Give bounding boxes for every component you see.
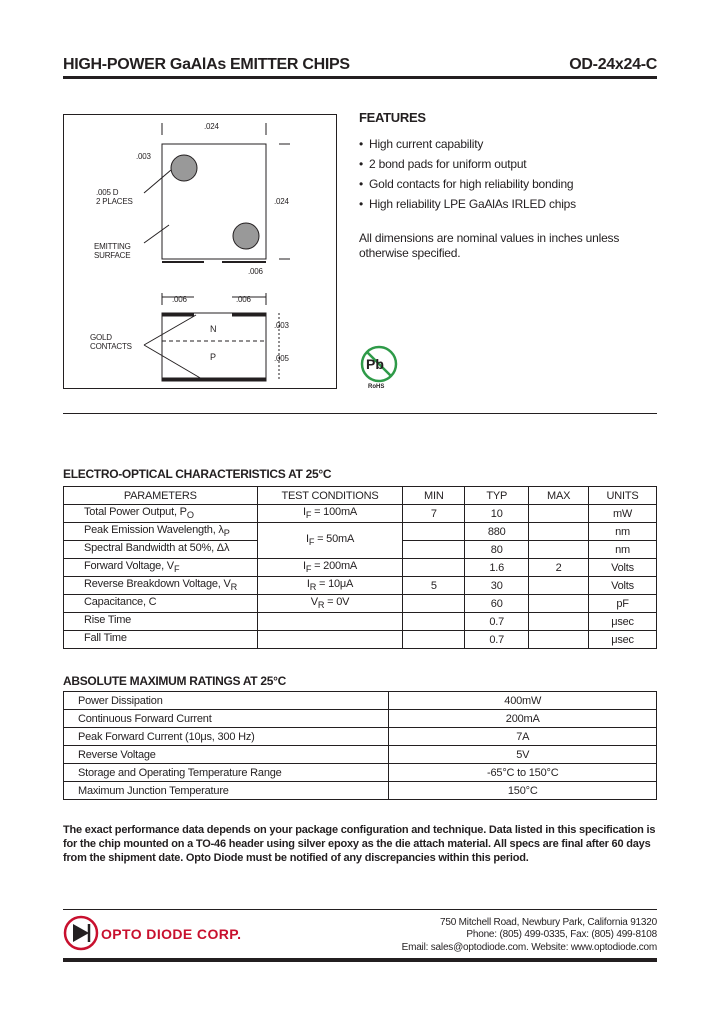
side-dim-n: .003 <box>274 321 289 330</box>
max-cell <box>529 577 589 595</box>
feature-item: • High current capability <box>359 137 484 151</box>
max-cell <box>529 595 589 613</box>
min-cell: 7 <box>403 505 465 523</box>
side-dim-left: .006 <box>172 295 187 304</box>
units-cell: mW <box>589 505 657 523</box>
col-header: TEST CONDITIONS <box>257 487 403 505</box>
max-cell <box>529 631 589 649</box>
eo-heading: ELECTRO-OPTICAL CHARACTERISTICS AT 25°C <box>63 467 332 481</box>
rating-param: Peak Forward Current (10μs, 300 Hz) <box>64 728 389 746</box>
amr-table <box>63 691 657 800</box>
rating-param: Continuous Forward Current <box>64 710 389 728</box>
company-phone: Phone: (805) 499-0335, Fax: (805) 499-8108 <box>466 929 657 940</box>
units-cell: μsec <box>589 631 657 649</box>
units-cell: pF <box>589 595 657 613</box>
rating-param: Maximum Junction Temperature <box>64 782 389 800</box>
spec-footnote: The exact performance data depends on your package configuration and technique. Data listed in this specification is for the chip mounted on a TO-46 header using silver epoxy as the die attach material. All specs are final after 60 days from the shipment date. Opto Diode must be notified of any discrepancies within this period. <box>63 824 656 864</box>
table-row <box>64 710 657 728</box>
units-cell: Volts <box>589 559 657 577</box>
typ-cell: 80 <box>465 541 529 559</box>
typ-cell: 1.6 <box>465 559 529 577</box>
feature-item: • Gold contacts for high reliability bonding <box>359 177 574 191</box>
gold-label: GOLD CONTACTS <box>90 333 132 351</box>
min-cell <box>403 559 465 577</box>
cond-cell <box>257 613 403 631</box>
rating-param: Storage and Operating Temperature Range <box>64 764 389 782</box>
table-row <box>64 764 657 782</box>
units-cell: nm <box>589 541 657 559</box>
company-logo <box>63 913 273 953</box>
dimension-note: All dimensions are nominal values in inches unless otherwise specified. <box>359 231 620 260</box>
col-header: TYP <box>465 487 529 505</box>
rating-value: 5V <box>389 746 657 764</box>
max-cell <box>529 523 589 541</box>
footer-rule-bottom <box>63 958 657 962</box>
typ-cell: 10 <box>465 505 529 523</box>
side-dim-right: .006 <box>236 295 251 304</box>
footer-rule-top <box>63 909 657 910</box>
table-row <box>64 577 657 595</box>
max-cell <box>529 613 589 631</box>
dim-height: .024 <box>274 197 289 206</box>
chip-diagram <box>63 114 337 389</box>
company-web: Email: sales@optodiode.com. Website: www.optodiode.com <box>401 942 657 953</box>
side-dim-p: .005 <box>274 354 289 363</box>
table-row <box>64 595 657 613</box>
max-cell: 2 <box>529 559 589 577</box>
table-row <box>64 782 657 800</box>
units-cell: Volts <box>589 577 657 595</box>
feature-item: • High reliability LPE GaAlAs IRLED chips <box>359 197 576 211</box>
diode-icon <box>63 915 99 951</box>
col-header: UNITS <box>589 487 657 505</box>
cond-cell <box>257 631 403 649</box>
cond-cell: $I_F = 200mA$ <box>257 559 403 577</box>
max-cell <box>529 541 589 559</box>
dim-offset: .003 <box>136 152 151 161</box>
emitting-label: EMITTING SURFACE <box>94 242 131 260</box>
amr-heading: ABSOLUTE MAXIMUM RATINGS AT 25°C <box>63 674 286 688</box>
table-row <box>64 692 657 710</box>
bond-pad-2 <box>233 223 259 249</box>
rating-value: 7A <box>389 728 657 746</box>
typ-cell: 0.7 <box>465 631 529 649</box>
rating-param: Reverse Voltage <box>64 746 389 764</box>
param-cell: Forward Voltage, $V_F$ <box>64 559 258 577</box>
rohs-symbol: Pb <box>366 356 384 372</box>
col-header: PARAMETERS <box>64 487 258 505</box>
typ-cell: 0.7 <box>465 613 529 631</box>
min-cell: 5 <box>403 577 465 595</box>
table-row <box>64 746 657 764</box>
bond-pad-1 <box>171 155 197 181</box>
param-cell: Capacitance, C <box>64 595 258 613</box>
dim-pad-edge: .006 <box>248 267 263 276</box>
part-number: OD-24x24-C <box>569 56 657 73</box>
table-row <box>64 631 657 649</box>
typ-cell: 60 <box>465 595 529 613</box>
table-row <box>64 613 657 631</box>
col-header: MIN <box>403 487 465 505</box>
cond-cell: $I_R = 10\mu A$ <box>257 577 403 595</box>
rating-value: 150°C <box>389 782 657 800</box>
rating-value: 200mA <box>389 710 657 728</box>
pad-label: .005 D 2 PLACES <box>96 188 133 206</box>
p-label: P <box>210 352 216 362</box>
typ-cell: 30 <box>465 577 529 595</box>
cond-cell: $I_F = 100mA$ <box>257 505 403 523</box>
company-address: 750 Mitchell Road, Newbury Park, California 91320 <box>440 917 657 928</box>
table-row <box>64 728 657 746</box>
header-rule <box>63 76 657 79</box>
cond-cell: $I_F = 50mA$ <box>257 523 403 559</box>
min-cell <box>403 595 465 613</box>
page-title: HIGH-POWER GaAlAs EMITTER CHIPS <box>63 56 350 73</box>
dim-width: .024 <box>204 122 219 131</box>
max-cell <box>529 505 589 523</box>
rohs-logo <box>359 344 399 396</box>
units-cell: μsec <box>589 613 657 631</box>
param-cell: Reverse Breakdown Voltage, $V_R$ <box>64 577 258 595</box>
table-header-row <box>64 487 657 505</box>
units-cell: nm <box>589 523 657 541</box>
table-row <box>64 559 657 577</box>
param-cell: Fall Time <box>64 631 258 649</box>
min-cell <box>403 613 465 631</box>
min-cell <box>403 541 465 559</box>
rohs-label: RoHS <box>368 384 385 390</box>
section-rule <box>63 413 657 414</box>
features-heading: FEATURES <box>359 110 426 125</box>
company-name: OPTO DIODE CORP. <box>101 926 242 942</box>
cond-cell: $V_R = 0V$ <box>257 595 403 613</box>
rating-param: Power Dissipation <box>64 692 389 710</box>
n-label: N <box>210 324 217 334</box>
param-cell: Total Power Output, $P_O$ <box>64 505 258 523</box>
col-header: MAX <box>529 487 589 505</box>
typ-cell: 880 <box>465 523 529 541</box>
table-row <box>64 505 657 523</box>
param-cell: Spectral Bandwidth at 50%, Δλ <box>64 541 258 559</box>
param-cell: Rise Time <box>64 613 258 631</box>
rating-value: 400mW <box>389 692 657 710</box>
min-cell <box>403 631 465 649</box>
table-row <box>64 523 657 541</box>
feature-item: • 2 bond pads for uniform output <box>359 157 527 171</box>
param-cell: Peak Emission Wavelength, $\lambda_P$ <box>64 523 258 541</box>
min-cell <box>403 523 465 541</box>
rating-value: -65°C to 150°C <box>389 764 657 782</box>
eo-table <box>63 486 657 649</box>
